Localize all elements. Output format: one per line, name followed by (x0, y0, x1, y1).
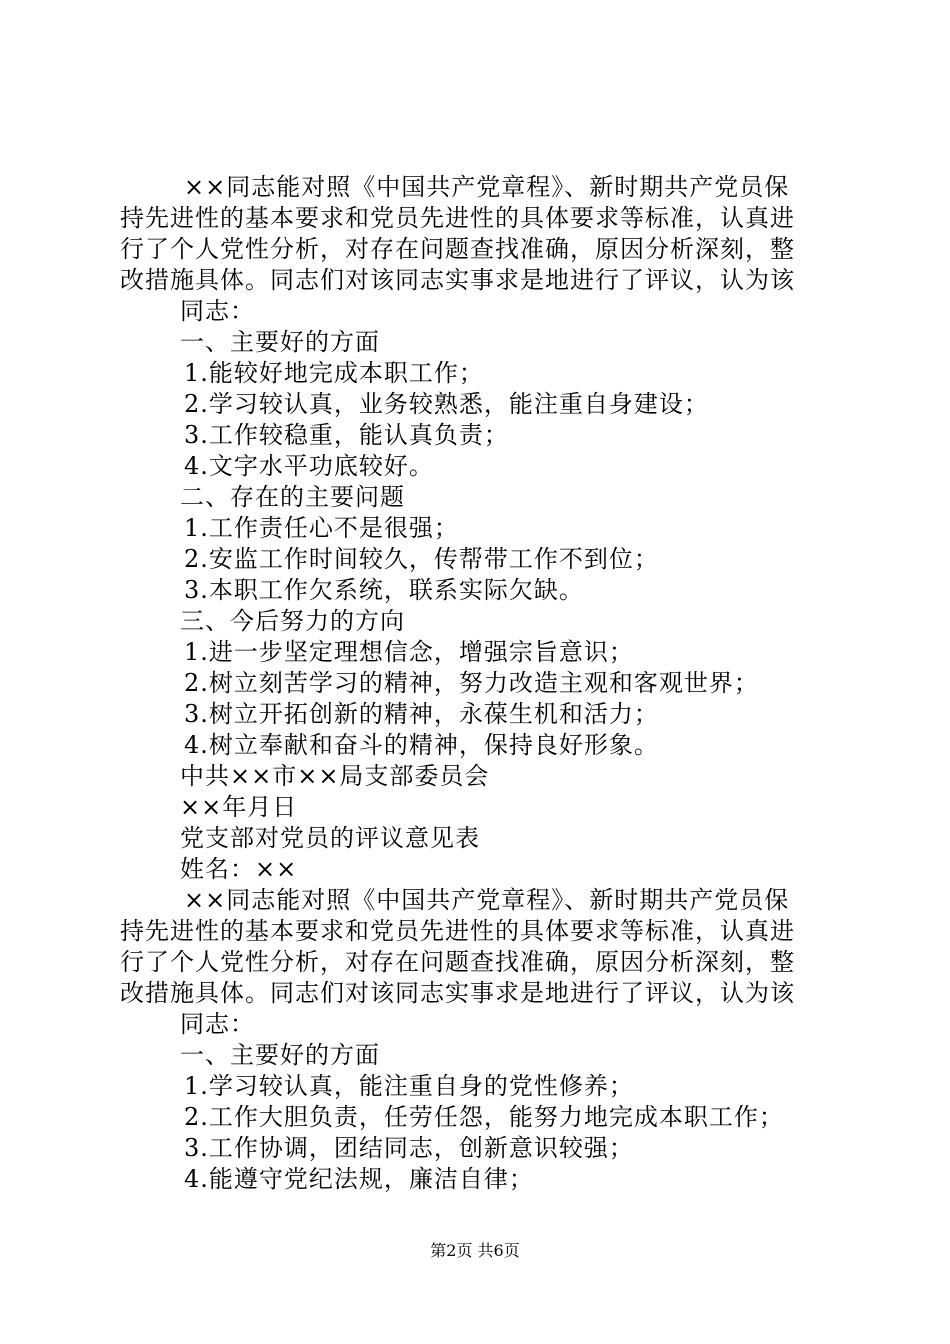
paragraph-line: ××同志能对照《中国共产党章程》、新时期共产党员保 (184, 886, 790, 914)
list-item: 1.工作责任心不是很强； (184, 514, 459, 542)
list-item: 2.安监工作时间较久，传帮带工作不到位； (184, 545, 659, 573)
paragraph-line: 持先进性的基本要求和党员先进性的具体要求等标准，认真进 (120, 204, 795, 232)
section-heading: 三、今后努力的方向 (180, 607, 405, 635)
list-item: 3.树立开拓创新的精神，永葆生机和活力； (184, 700, 659, 728)
paragraph-line: 行了个人党性分析，对存在问题查找准确，原因分析深刻，整 (120, 948, 795, 976)
paragraph-line: 持先进性的基本要求和党员先进性的具体要求等标准，认真进 (120, 917, 795, 945)
list-item: 2.工作大胆负责，任劳任怨，能努力地完成本职工作； (184, 1103, 784, 1131)
list-item: 4.树立奉献和奋斗的精神，保持良好形象。 (184, 731, 659, 759)
document-body (120, 172, 840, 1195)
list-item: 1.能较好地完成本职工作； (184, 359, 484, 387)
list-item: 4.能遵守党纪法规，廉洁自律； (184, 1165, 534, 1193)
list-item: 2.树立刻苦学习的精神，努力改造主观和客观世界； (184, 669, 759, 697)
list-item: 2.学习较认真，业务较熟悉，能注重自身建设； (184, 390, 709, 418)
list-item: 3.工作较稳重，能认真负责； (184, 421, 509, 449)
page-footer (0, 1241, 950, 1261)
page-number: 第2页 共6页 (430, 1241, 520, 1260)
list-item: 1.学习较认真，能注重自身的党性修养； (184, 1072, 634, 1100)
paragraph-line: 改措施具体。同志们对该同志实事求是地进行了评议，认为该 (120, 266, 795, 294)
date-line: ××年月日 (180, 793, 298, 821)
list-item: 3.本职工作欠系统，联系实际欠缺。 (184, 576, 584, 604)
list-item: 1.进一步坚定理想信念，增强宗旨意识； (184, 638, 634, 666)
paragraph-line: 行了个人党性分析，对存在问题查找准确，原因分析深刻，整 (120, 235, 795, 263)
name-line: 姓名：×× (180, 855, 298, 883)
list-item: 4.文字水平功底较好。 (184, 452, 434, 480)
tongzhi-label: 同志： (180, 297, 255, 325)
paragraph-line: 改措施具体。同志们对该同志实事求是地进行了评议，认为该 (120, 979, 795, 1007)
organization-name: 中共××市××局支部委员会 (180, 762, 490, 790)
paragraph-line: ××同志能对照《中国共产党章程》、新时期共产党员保 (184, 173, 790, 201)
tongzhi-label: 同志： (180, 1010, 255, 1038)
section-heading: 二、存在的主要问题 (180, 483, 405, 511)
section-heading: 一、主要好的方面 (180, 1041, 380, 1069)
list-item: 3.工作协调，团结同志，创新意识较强； (184, 1134, 634, 1162)
section-heading: 一、主要好的方面 (180, 328, 380, 356)
form-title: 党支部对党员的评议意见表 (180, 824, 480, 852)
